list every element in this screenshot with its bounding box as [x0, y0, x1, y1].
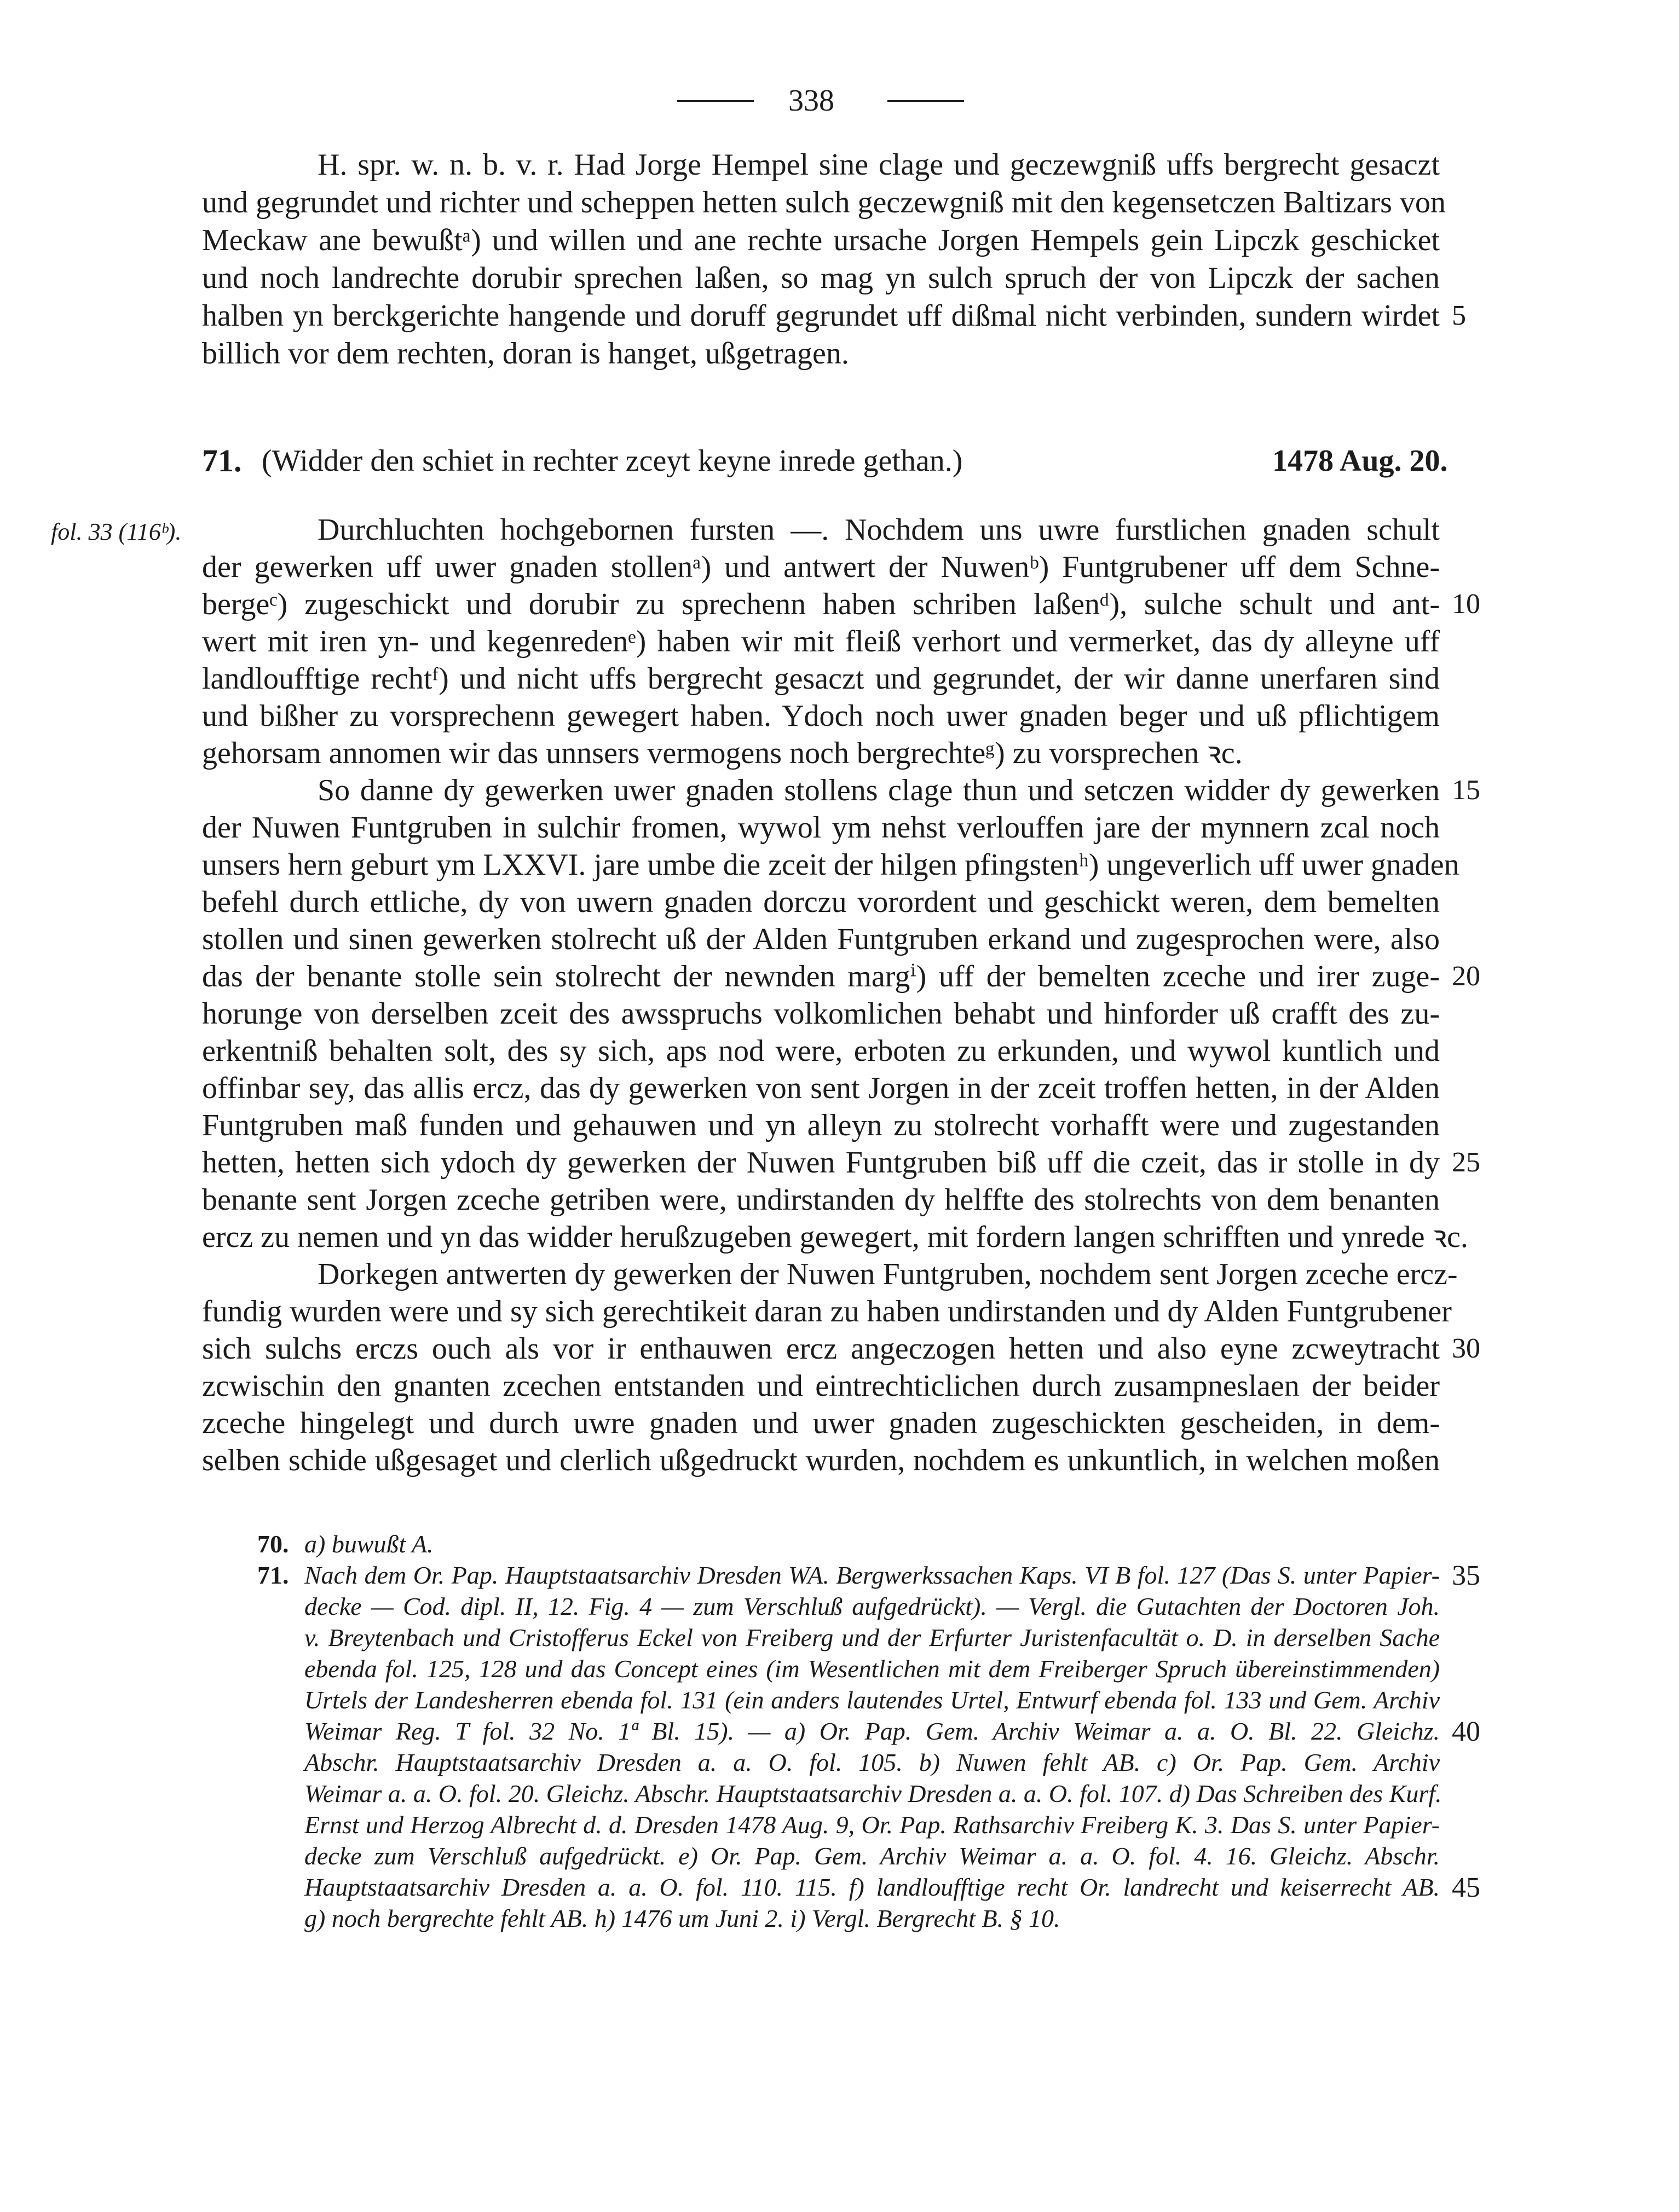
text-line: das der benante stolle sein stolrecht der newnden margⁱ) uff der bemelten zceche und irer zuge- [202, 960, 1440, 994]
text-line: selben schide ußgesaget und clerlich ußgedruckt wurden, nochdem es unkuntlich, in welchen moßen [202, 1443, 1440, 1477]
text-line: und bißher zu vorsprechenn gewegert haben. Ydoch noch uwer gnaden beger und uß pflichtigem [202, 699, 1440, 733]
text-line: der Nuwen Funtgruben in sulchir fromen, wywol ym nehst verlouffen jare der mynnern zcal noch [202, 811, 1440, 845]
text-line: befehl durch ettliche, dy von uwern gnaden dorczu vorordent und geschickt weren, dem bemelten [202, 885, 1440, 919]
line-number: 45 [1452, 1872, 1480, 1903]
page-number: 338 [788, 84, 834, 118]
text-line: Dorkegen antwerten dy gewerken der Nuwen Funtgruben, nochdem sent Jorgen zceche ercz- [318, 1257, 1458, 1291]
line-number: 35 [1452, 1560, 1480, 1591]
text-line: sich sulchs erczs ouch als vor ir enthauwen ercz angeczogen hetten und also eyne zcweytracht [202, 1332, 1440, 1366]
margin-note: fol. 33 (116ᵇ). [51, 518, 182, 545]
header-rule-left [677, 100, 754, 102]
text-line: fundig wurden were und sy sich gerechtikeit daran zu haben undirstanden und dy Alden Funtgrubener [202, 1295, 1452, 1329]
line-number: 5 [1452, 300, 1466, 331]
text-line: und noch landrechte dorubir sprechen laßen, so mag yn sulch spruch der von Lipczk der sachen [202, 261, 1440, 295]
footnote-line: decke zum Verschluß aufgedrückt. e) Or. Pap. Gem. Archiv Weimar a. a. O. fol. 4. 16. Gleichz. Abschr. [304, 1842, 1440, 1870]
text-line: bergeᶜ) zugeschickt und dorubir zu sprechenn haben schriben laßenᵈ), sulche schult und ant- [202, 587, 1440, 621]
footnote-line: g) noch bergrechte fehlt AB. h) 1476 um Juni 2. i) Vergl. Bergrecht B. § 10. [304, 1904, 1060, 1932]
text-line: H. spr. w. n. b. v. r. Had Jorge Hempel sine clage und geczewgniß uffs bergrecht gesaczt [318, 148, 1440, 182]
text-line: wert mit iren yn- und kegenredenᵉ) haben wir mit fleiß verhort und vermerket, das dy alleyne uff [202, 625, 1440, 659]
footnote-line: Weimar a. a. O. fol. 20. Gleichz. Abschr. Hauptstaatsarchiv Dresden a. a. O. fol. 107. d) Das Schreiben des Kurf. [304, 1780, 1442, 1807]
line-number: 40 [1452, 1716, 1480, 1747]
text-line: zceche hingelegt und durch uwre gnaden und uwer gnaden zugeschickten gescheiden, in dem- [202, 1406, 1440, 1440]
footnote-70-text: a) buwußt A. [304, 1530, 434, 1558]
line-number: 20 [1452, 961, 1480, 992]
text-line: der gewerken uff uwer gnaden stollenᵃ) und antwert der Nuwenᵇ) Funtgrubener uff dem Schne- [202, 550, 1440, 584]
text-line: halben yn berckgerichte hangende und doruff gegrundet uff dißmal nicht verbinden, sundern wirdet [202, 299, 1440, 333]
footnote-line: v. Breytenbach und Cristofferus Eckel von Freiberg und der Erfurter Juristenfacultät o. D. in derselben Sache [304, 1624, 1440, 1651]
text-line: ercz zu nemen und yn das widder herußzugeben gewegert, mit fordern langen schrifften und ynrede ꝛc. [202, 1220, 1468, 1254]
footnote-line: Weimar Reg. T fol. 32 No. 1ª Bl. 15). — a) Or. Pap. Gem. Archiv Weimar a. a. O. Bl. 22. Gleichz. [304, 1717, 1440, 1745]
text-line: zcwischin den gnanten zcechen entstanden und eintrechticlichen durch zusampneslaen der beider [202, 1369, 1440, 1403]
text-line: So danne dy gewerken uwer gnaden stollens clage thun und setczen widder dy gewerken [318, 773, 1440, 807]
document-title: (Widder den schiet in rechter zceyt keyne inrede gethan.) [262, 444, 963, 478]
footnote-line: Urtels der Landesherren ebenda fol. 131 (ein anders lautendes Urtel, Entwurf ebenda fol. 133 und Gem. Archiv [304, 1686, 1440, 1714]
text-line: Durchluchten hochgebornen fursten —. Nochdem uns uwre furstlichen gnaden schult [318, 513, 1440, 547]
footnote-line: decke — Cod. dipl. II, 12. Fig. 4 — zum Verschluß aufgedrückt). — Vergl. die Gutachten der Doctoren Joh. [304, 1592, 1440, 1620]
footnote-line: Abschr. Hauptstaatsarchiv Dresden a. a. O. fol. 105. b) Nuwen fehlt AB. c) Or. Pap. Gem. Archiv [304, 1748, 1440, 1776]
text-line: unsers hern geburt ym LXXVI. jare umbe die zceit der hilgen pfingstenʰ) ungeverlich uff uwer gnaden [202, 848, 1459, 882]
footnote-line: Nach dem Or. Pap. Hauptstaatsarchiv Dresden WA. Bergwerkssachen Kaps. VI B fol. 127 (Das S. unter Papier- [304, 1561, 1440, 1589]
text-line: hetten, hetten sich ydoch dy gewerken der Nuwen Funtgruben biß uff die czeit, das ir stolle in dy [202, 1146, 1440, 1180]
text-line: Funtgruben maß funden und gehauwen und yn alleyn zu stolrecht vorhafft were und zugestanden [202, 1108, 1440, 1142]
text-line: billich vor dem rechten, doran is hanget, ußgetragen. [202, 337, 849, 371]
text-line: und gegrundet und richter und scheppen hetten sulch geczewgniß mit den kegensetczen Baltizars von [202, 186, 1446, 220]
text-line: gehorsam annomen wir das unnsers vermogens noch bergrechteᵍ) zu vorsprechen ꝛc. [202, 736, 1243, 770]
text-line: Meckaw ane bewußtᵃ) und willen und ane rechte ursache Jorgen Hempels gein Lipczk geschicket [202, 223, 1440, 257]
line-number: 10 [1452, 588, 1480, 620]
text-line: erkentniß behalten solt, des sy sich, aps nod were, erboten zu erkunden, und wywol kuntlich und [202, 1034, 1440, 1068]
line-number: 25 [1452, 1147, 1480, 1178]
header-rule-right [887, 100, 964, 102]
footnote-70-number: 70. [257, 1530, 289, 1558]
footnote-line: Hauptstaatsarchiv Dresden a. a. O. fol. 110. 115. f) landloufftige recht Or. landrecht und keiserrecht AB. [304, 1873, 1440, 1901]
text-line: benante sent Jorgen zceche getriben were, undirstanden dy helffte des stolrechts von dem benanten [202, 1183, 1440, 1217]
text-line: offinbar sey, das allis ercz, das dy gewerken von sent Jorgen in der zceit troffen hetten, in der Alden [202, 1071, 1440, 1105]
footnote-line: Ernst und Herzog Albrecht d. d. Dresden 1478 Aug. 9, Or. Pap. Rathsarchiv Freiberg K. 3. Das S. unter Papier- [304, 1811, 1440, 1839]
document-number: 71. [202, 443, 242, 478]
line-number: 15 [1452, 775, 1480, 806]
document-date: 1478 Aug. 20. [1272, 444, 1448, 478]
text-line: horunge von derselben zceit des awsspruchs volkomlichen behabt und hinforder uß crafft des zu- [202, 997, 1440, 1031]
footnote-71-number: 71. [257, 1561, 289, 1589]
text-line: stollen und sinen gewerken stolrecht uß der Alden Funtgruben erkand und zugesprochen were, also [202, 922, 1440, 956]
footnote-line: ebenda fol. 125, 128 und das Concept eines (im Wesentlichen mit dem Freiberger Spruch übereinstimmenden) [304, 1655, 1440, 1683]
text-line: landloufftige rechtᶠ) und nicht uffs bergrecht gesaczt und gegrundet, der wir danne unerfaren sind [202, 662, 1440, 696]
line-number: 30 [1452, 1333, 1480, 1364]
